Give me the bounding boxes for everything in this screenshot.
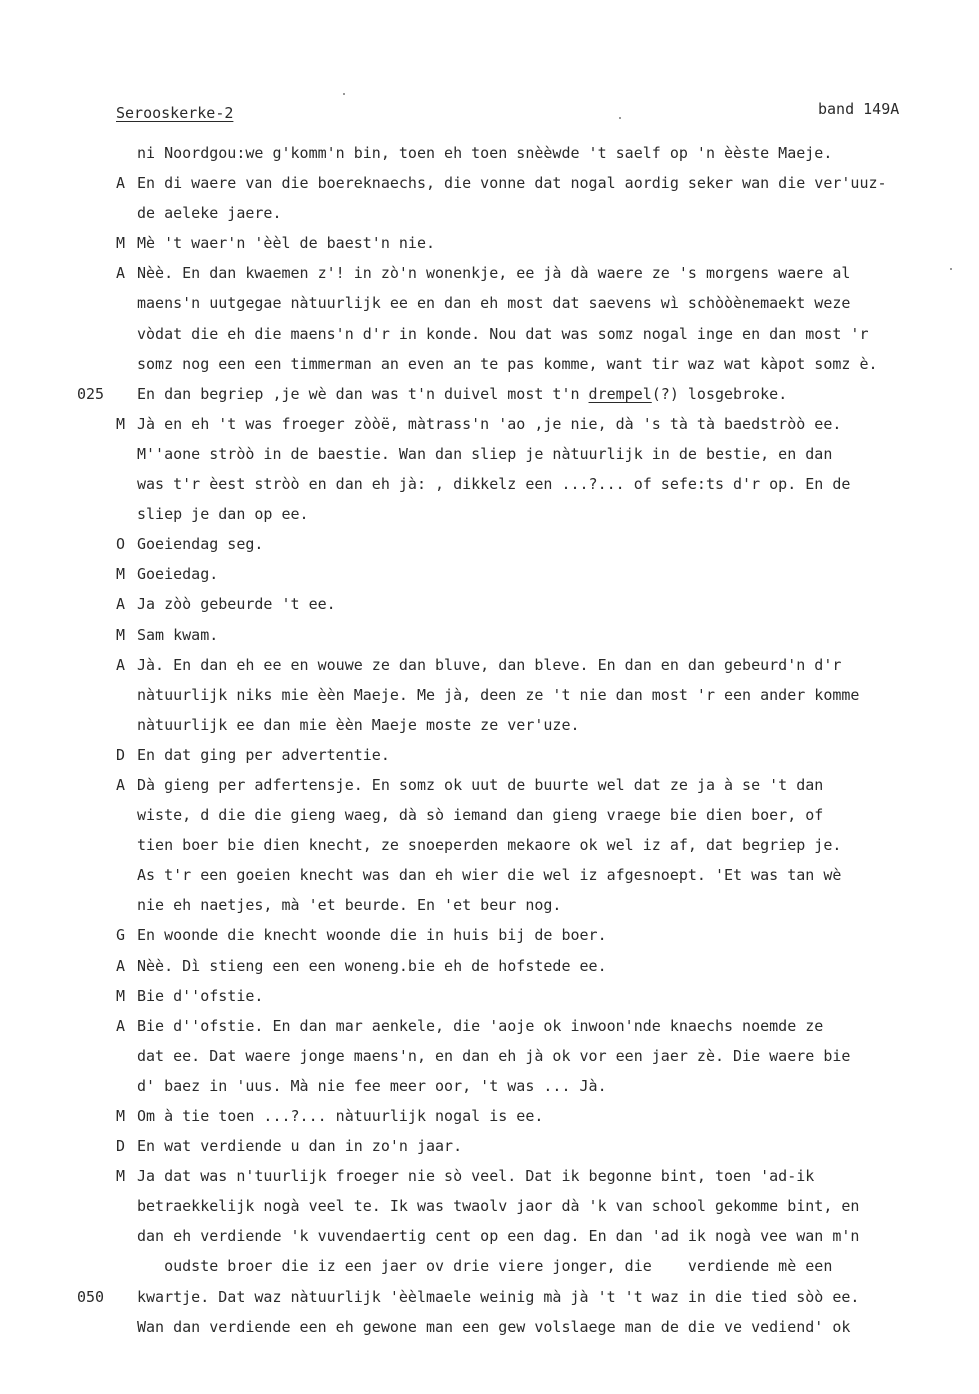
speaker-label: M <box>116 565 126 584</box>
transcript-line <box>0 201 979 231</box>
band-label: band 149A <box>818 100 900 118</box>
utterance-text: En wat verdiende u dan in zo'n jaar. <box>137 1137 463 1156</box>
utterance-text: betraekkelijk nogà veel te. Ik was twaolv jaor dà 'k van school gekomme bint, en <box>137 1197 860 1216</box>
utterance-text: tien boer bie dien knecht, ze snoeperden mekaore ok wel iz af, dat begriep je. <box>137 836 842 855</box>
transcript-line <box>0 562 979 592</box>
transcript-line <box>0 954 979 984</box>
transcript-line <box>0 322 979 352</box>
transcript-line <box>0 623 979 653</box>
transcript-line <box>0 291 979 321</box>
transcript-line <box>0 1254 979 1284</box>
transcript-line <box>0 1194 979 1224</box>
transcript-line <box>0 442 979 472</box>
speaker-label: M <box>116 234 126 253</box>
transcript-line <box>0 412 979 442</box>
line-number: 050 <box>77 1287 105 1306</box>
transcript-line <box>0 382 979 412</box>
utterance-text: sliep je dan op ee. <box>137 505 309 524</box>
transcript-line <box>0 261 979 291</box>
uncertain-word: drempel <box>588 384 652 403</box>
transcript-line <box>0 352 979 382</box>
transcript-line <box>0 1104 979 1134</box>
transcript-line <box>0 984 979 1014</box>
utterance-text: Bie d''ofstie. <box>137 986 264 1005</box>
speaker-label: D <box>116 1137 126 1156</box>
transcript-line <box>0 1014 979 1044</box>
utterance-text-segment: En dan begriep ,je wè dan was t'n duivel most t'n <box>137 384 589 403</box>
utterance-text: As t'r een goeien knecht was dan eh wier die wel iz afgesnoept. 'Et was tan wè <box>137 866 842 885</box>
speaker-label: A <box>116 655 126 674</box>
utterance-text: maens'n uutgegae nàtuurlijk ee en dan eh most dat saevens wì schòòènemaekt weze <box>137 294 851 313</box>
utterance-text: Ja dat was n'tuurlijk froeger nie sò veel. Dat ik begonne bint, toen 'ad-ik <box>137 1167 815 1186</box>
line-number: 025 <box>77 384 105 403</box>
transcript-line <box>0 743 979 773</box>
speaker-label: A <box>116 174 126 193</box>
transcript-line <box>0 472 979 502</box>
speaker-label: M <box>116 1107 126 1125</box>
speaker-label: M <box>116 625 126 644</box>
transcript-line <box>0 683 979 713</box>
utterance-text-segment: (?) losgebroke. <box>651 384 788 403</box>
utterance-text: dan eh verdiende 'k vuvendaertig cent op een dag. En dan 'ad ik nogà vee wan m'n <box>137 1227 860 1246</box>
transcript-line <box>0 171 979 201</box>
speaker-label: M <box>116 986 126 1005</box>
transcript-line <box>0 773 979 803</box>
transcript-line <box>0 713 979 743</box>
speaker-label: O <box>116 535 126 554</box>
utterance-text: de aeleke jaere. <box>137 204 282 223</box>
utterance-text: kwartje. Dat waz nàtuurlijk 'èèlmaele weinig mà jà 't 't waz in die tied sòò ee. <box>137 1287 860 1306</box>
speaker-label: A <box>116 956 126 975</box>
speaker-label: A <box>116 264 126 283</box>
utterance-text: Mè 't waer'n 'èèl de baest'n nie. <box>137 234 436 253</box>
page-title: Serooskerke-2 <box>116 104 234 122</box>
utterance-text: Goeiendag seg. <box>137 535 264 554</box>
utterance-text: nàtuurlijk ee dan mie èèn Maeje moste ze ver'uze. <box>137 715 580 734</box>
transcript-line <box>0 592 979 622</box>
speaker-label: D <box>116 745 126 764</box>
utterance-text: oudste broer die iz een jaer ov drie viere jonger, die verdiende mè een <box>137 1257 833 1276</box>
transcript-line <box>0 1224 979 1254</box>
utterance-text: nàtuurlijk niks mie èèn Maeje. Me jà, deen ze 't nie dan most 'r een ander komme <box>137 685 860 704</box>
utterance-text: En di waere van die boereknaechs, die vonne dat nogal aordig seker wan die ver'uuz- <box>137 174 887 193</box>
utterance-text: Dà gieng per adfertensje. En somz ok uut de buurte wel dat ze ja à se 't dan <box>137 775 824 794</box>
utterance-text: d' baez in 'uus. Mà nie fee meer oor, 't was ... Jà. <box>137 1076 607 1095</box>
utterance-text <box>137 382 787 406</box>
utterance-text: Bie d''ofstie. En dan mar aenkele, die 'aoje ok inwoon'nde knaechs noemde ze <box>137 1016 824 1035</box>
transcript-line <box>0 532 979 562</box>
utterance-text: Jà en eh 't was froeger zòòë, màtrass'n 'ao ,je nie, dà 's tà tà baedstròò ee. <box>137 414 842 433</box>
utterance-text: Nèè. Dì stieng een een woneng.bie eh de hofstede ee. <box>137 956 607 975</box>
transcript-line <box>0 1164 979 1194</box>
transcript-line <box>0 923 979 953</box>
transcript-line <box>0 1134 979 1164</box>
speaker-label: A <box>116 595 126 614</box>
utterance-text: Nèè. En dan kwaemen z'! in zò'n wonenkje, ee jà dà waere ze 's morgens waere al <box>137 264 851 283</box>
utterance-text: Sam kwam. <box>137 625 219 644</box>
utterance-text: was t'r èest stròò en dan eh jà: , dikkelz een ...?... of sefe:ts d'r op. En de <box>137 475 851 494</box>
utterance-text: dat ee. Dat waere jonge maens'n, en dan eh jà ok vor een jaer zè. Die waere bie <box>137 1046 851 1065</box>
utterance-text: En woonde die knecht woonde die in huis bij de boer. <box>137 926 607 945</box>
speaker-label: M <box>116 1167 126 1186</box>
utterance-text: Jà. En dan eh ee en wouwe ze dan bluve, dan bleve. En dan en dan gebeurd'n d'r <box>137 655 842 674</box>
transcript-line <box>0 502 979 532</box>
scan-speck <box>619 117 621 119</box>
speaker-label: A <box>116 775 126 794</box>
transcript-line <box>0 803 979 833</box>
utterance-text: M''aone stròò in de baestie. Wan dan sliep je nàtuurlijk in de bestie, en dan <box>137 444 833 463</box>
transcript-line <box>0 1074 979 1104</box>
utterance-text: Wan dan verdiende een eh gewone man een gew volslaege man de die ve vediend' ok <box>137 1317 851 1336</box>
transcript-line <box>0 863 979 893</box>
transcript-line <box>0 833 979 863</box>
transcript-line <box>0 893 979 923</box>
transcript-line <box>0 1315 979 1345</box>
utterance-text: Om à tie toen ...?... nàtuurlijk nogal is ee. <box>137 1107 544 1125</box>
scan-speck <box>950 268 952 270</box>
speaker-label: M <box>116 414 126 433</box>
utterance-text: wiste, d die die gieng waeg, dà sò iemand dan gieng vraege bie dien boer, of <box>137 806 824 825</box>
transcript-line <box>0 653 979 683</box>
speaker-label: G <box>116 926 126 945</box>
transcript-line <box>0 141 979 171</box>
transcript-body <box>0 141 979 1345</box>
utterance-text: En dat ging per advertentie. <box>137 745 390 764</box>
utterance-text: Ja zòò gebeurde 't ee. <box>137 595 336 614</box>
utterance-text: ni Noordgou:we g'komm'n bin, toen eh toen snèèwde 't saelf op 'n èèste Maeje. <box>137 144 833 162</box>
transcript-line <box>0 1285 979 1315</box>
utterance-text: nie eh naetjes, mà 'et beurde. En 'et beur nog. <box>137 896 562 915</box>
transcript-line <box>0 231 979 261</box>
scan-speck <box>343 93 345 95</box>
utterance-text: vòdat die eh die maens'n d'r in konde. Nou dat was somz nogal inge en dan most 'r <box>137 324 869 343</box>
transcript-line <box>0 1044 979 1074</box>
utterance-text: somz nog een een timmerman an even an te pas komme, want tir waz wat kàpot somz è. <box>137 354 878 373</box>
utterance-text: Goeiedag. <box>137 565 219 584</box>
speaker-label: A <box>116 1016 126 1035</box>
